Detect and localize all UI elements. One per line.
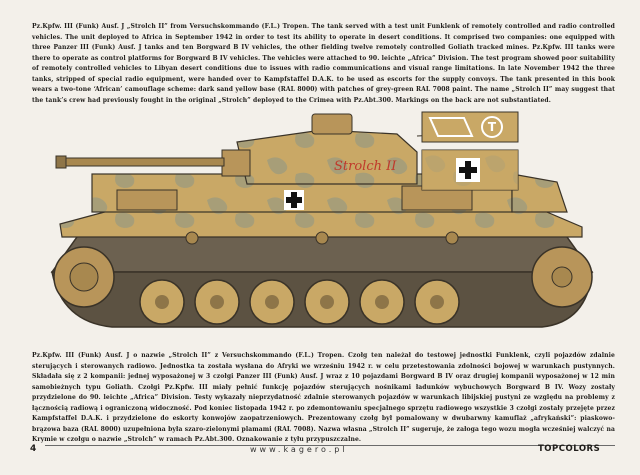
emblem-details — [420, 110, 520, 192]
unit-emblem-panel — [422, 112, 518, 142]
series-brand: TOPCOLORS — [538, 444, 601, 454]
balkenkreuz-icon — [284, 190, 304, 210]
publisher-url: www.kagero.pl — [250, 445, 348, 454]
tank-illustration — [22, 112, 622, 350]
polish-caption: Pz.Kpfw. III (Funk) Ausf. J o nazwie „Strolch II” z Versuchskommando (F.L.) Tropen. Czołg ten należał do testowej jednostki Funklenk, czyli pojazdów zdalnie sterujących i sterowanych radiowo. Jednostka ta została wysłana do Afryki we wrześniu 1942 r. w celu przetestowania zdolności bojowej w warunkach pustynnych. Składała się z 2 kompanii: jednej wyposażonej w 3 czołgi Panzer III (Funk) Ausf. J wraz z 10 pojazdami Borgward B IV oraz drugiej kompanii wyposażonej w 12 min samobieżnych typu Goliath. Czołgi Pz.Kpfw. III miały pełnić funkcję pojazdów sterujących nośnikami ładunków wybuchowych Borgward B IV. Wozy zostały przydzielone do 90. leichte „Africa” Division. Testy wykazały nieprzydatność zdalnie sterowanych pojazdów w warunkach libijskiej pustyni ze względu na problemy z łącznością radiową i ograniczoną widoczność. Pod koniec listopada 1942 r. po zdemontowaniu specjalnego sprzętu radiowego wszystkie 3 czołgi zostały przejęte przez Kampfstaffel D.A.K. i przydzielone do eskorty konwojów zaopatrzeniowych. Prezentowany czołg był pomalowany w dwubarwny kamuflaż „afrykański”: piaskowo-brązowa baza (RAL 8000) uzupełniona była szaro-zielonymi plamami (RAL 7008). Nazwa własna „Strolch II” sugeruje, że załoga tego wozu mogła wcześniej walczyć na Krymie w czołgu o nazwie „Strolch” w ramach Pz.Abt.300. Oznakowanie z tyłu przypuszczalne. — [32, 352, 615, 443]
page-number: 4 — [30, 444, 37, 454]
rear-cross-panel — [422, 150, 518, 190]
turret-name-marking: Strolch II — [334, 159, 397, 174]
emblem-letter: T — [487, 120, 497, 134]
english-caption: Pz.Kpfw. III (Funk) Ausf. J „Strolch II” from Versuchskommando (F.L.) Tropen. The tank served with a test unit Funklenk of remotely controlled and radio controlled vehicles. The unit deployed to Africa in September 1942 in order to test its ability to operate in desert conditions. It comprised two companies: one equipped with three Panzer III (Funk) Ausf. J tanks and ten Borgward B IV vehicles, the other fielding twelve remotely controlled Goliath tracked mines. Pz.Kpfw. III tanks were there to operate as control platforms for Borgward B IV vehicles. The vehicles were attached to 90. leichte „Africa” Division. The test program showed poor suitability of remotely controlled vehicles to Libyan desert conditions due to issues with radio communications and visual range limitations. In late November 1942 the three tanks, stripped of special radio equipment, were handed over to Kampfstaffel D.A.K. to be used as escorts for the supply convoys. The tank presented in this book wears a two-tone ‘African’ camouflage scheme: dark sand yellow base (RAL 8000) with patches of grey-green RAL 7008 paint. The name „Strolch II” may suggest that the tank’s crew had previously fought in the original „Strolch” deployed to the Crimea with Pz.Abt.300. Markings on the back are not substantiated. — [32, 23, 615, 104]
